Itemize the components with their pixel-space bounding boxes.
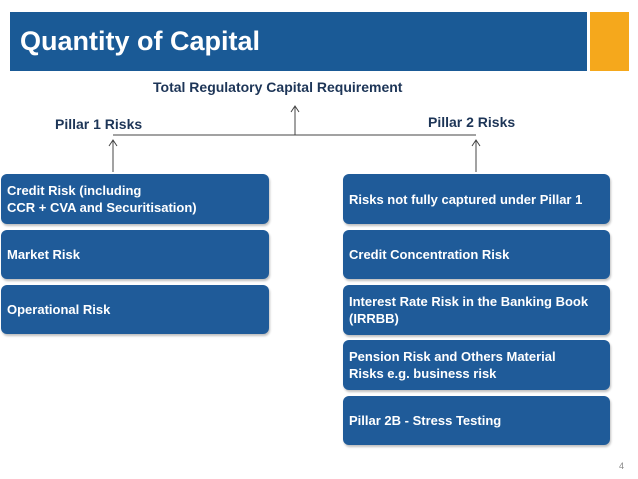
- pillar2-box-label: Risks not fully captured under Pillar 1: [349, 191, 583, 207]
- pillar1-box-operational-risk: [1, 285, 269, 334]
- pillar2-box-stress-testing: [343, 396, 610, 445]
- pillar2-box-irrbb: [343, 285, 610, 335]
- pillar1-box-label: Market Risk: [7, 247, 80, 262]
- pillar2-box-label: Interest Rate Risk in the Banking Book (IRRBB): [349, 294, 589, 326]
- pillar2-box-concentration: [343, 230, 610, 279]
- pillar2-box-not-captured: [343, 174, 610, 224]
- pillar1-box-label: Credit Risk (including CCR + CVA and Securitisation): [7, 183, 197, 215]
- pillar2-box-pension: [343, 340, 610, 390]
- page-number: 4: [618, 461, 624, 471]
- pillar1-label: Pillar 1 Risks: [55, 116, 143, 132]
- total-capital-label: Total Regulatory Capital Requirement: [153, 79, 403, 95]
- pillar2-box-label: Pillar 2B - Stress Testing: [349, 413, 502, 428]
- page-title: Quantity of Capital: [20, 26, 261, 56]
- pillar2-label: Pillar 2 Risks: [428, 114, 516, 130]
- pillar1-box-market-risk: [1, 230, 269, 279]
- pillar2-box-label: Credit Concentration Risk: [349, 247, 510, 262]
- pillar1-box-credit-risk: [1, 174, 269, 224]
- pillar2-box-label: Pension Risk and Others Material Risks e.g. business risk: [349, 349, 556, 381]
- pillar1-box-label: Operational Risk: [7, 302, 111, 317]
